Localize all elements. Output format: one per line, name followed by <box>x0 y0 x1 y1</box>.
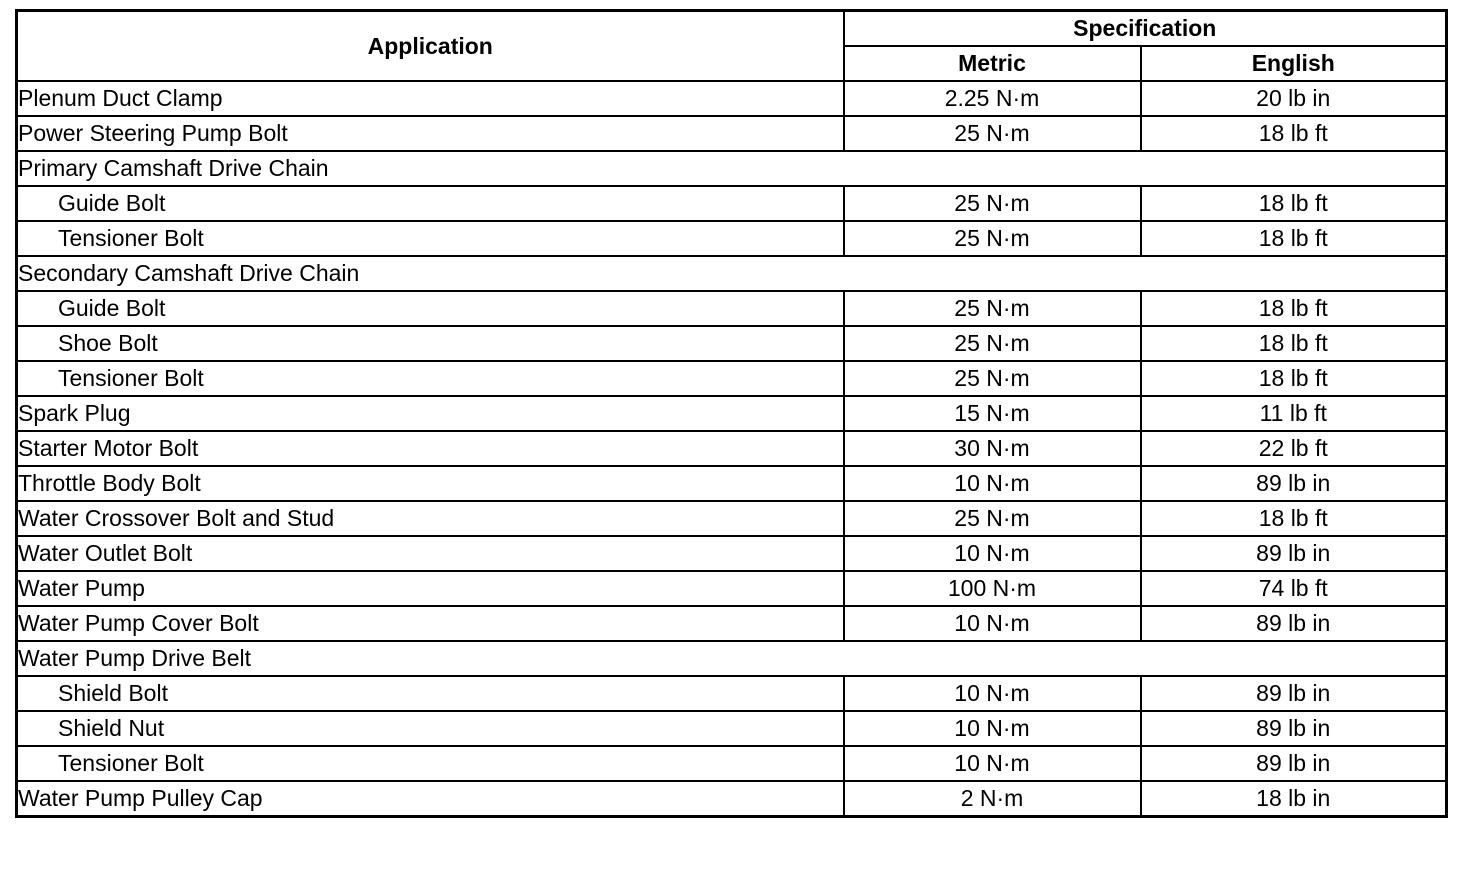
english-cell: 18 lb ft <box>1141 116 1447 151</box>
application-cell: Tensioner Bolt <box>17 221 844 256</box>
english-cell: 18 lb in <box>1141 781 1447 817</box>
table-row <box>17 116 1447 151</box>
metric-cell: 2 N·m <box>844 781 1141 817</box>
metric-cell: 10 N·m <box>844 746 1141 781</box>
english-cell: 89 lb in <box>1141 711 1447 746</box>
application-cell: Guide Bolt <box>17 291 844 326</box>
group-row <box>17 151 1447 186</box>
metric-cell: 100 N·m <box>844 571 1141 606</box>
table-row <box>17 186 1447 221</box>
table-row <box>17 676 1447 711</box>
table-row <box>17 501 1447 536</box>
metric-cell: 25 N·m <box>844 186 1141 221</box>
group-heading-cell: Water Pump Drive Belt <box>17 641 1447 676</box>
metric-cell: 25 N·m <box>844 221 1141 256</box>
group-row <box>17 641 1447 676</box>
table-body <box>17 81 1447 817</box>
metric-cell: 10 N·m <box>844 676 1141 711</box>
table-row <box>17 81 1447 116</box>
table-row <box>17 571 1447 606</box>
metric-cell: 15 N·m <box>844 396 1141 431</box>
application-cell: Water Pump <box>17 571 844 606</box>
application-cell: Water Outlet Bolt <box>17 536 844 571</box>
column-header-english: English <box>1141 46 1447 81</box>
english-cell: 89 lb in <box>1141 466 1447 501</box>
metric-cell: 10 N·m <box>844 466 1141 501</box>
english-cell: 18 lb ft <box>1141 221 1447 256</box>
table-row <box>17 396 1447 431</box>
table-row <box>17 606 1447 641</box>
application-cell: Plenum Duct Clamp <box>17 81 844 116</box>
metric-cell: 25 N·m <box>844 291 1141 326</box>
table-row <box>17 291 1447 326</box>
torque-spec-table <box>15 9 1448 818</box>
table-row <box>17 466 1447 501</box>
application-cell: Water Pump Pulley Cap <box>17 781 844 817</box>
header-row-top <box>17 11 1447 47</box>
english-cell: 18 lb ft <box>1141 361 1447 396</box>
english-cell: 18 lb ft <box>1141 501 1447 536</box>
group-heading-cell: Primary Camshaft Drive Chain <box>17 151 1447 186</box>
column-header-application: Application <box>17 11 844 82</box>
application-cell: Power Steering Pump Bolt <box>17 116 844 151</box>
table-row <box>17 536 1447 571</box>
column-header-specification: Specification <box>844 11 1447 47</box>
table-row <box>17 746 1447 781</box>
application-cell: Starter Motor Bolt <box>17 431 844 466</box>
application-cell: Shield Nut <box>17 711 844 746</box>
application-cell: Spark Plug <box>17 396 844 431</box>
table-row <box>17 221 1447 256</box>
application-cell: Water Pump Cover Bolt <box>17 606 844 641</box>
metric-cell: 25 N·m <box>844 326 1141 361</box>
english-cell: 18 lb ft <box>1141 186 1447 221</box>
english-cell: 22 lb ft <box>1141 431 1447 466</box>
english-cell: 89 lb in <box>1141 536 1447 571</box>
application-cell: Shoe Bolt <box>17 326 844 361</box>
metric-cell: 25 N·m <box>844 116 1141 151</box>
english-cell: 89 lb in <box>1141 676 1447 711</box>
metric-cell: 30 N·m <box>844 431 1141 466</box>
metric-cell: 25 N·m <box>844 501 1141 536</box>
metric-cell: 2.25 N·m <box>844 81 1141 116</box>
application-cell: Shield Bolt <box>17 676 844 711</box>
metric-cell: 25 N·m <box>844 361 1141 396</box>
table-row <box>17 431 1447 466</box>
english-cell: 74 lb ft <box>1141 571 1447 606</box>
metric-cell: 10 N·m <box>844 606 1141 641</box>
metric-cell: 10 N·m <box>844 711 1141 746</box>
english-cell: 20 lb in <box>1141 81 1447 116</box>
column-header-metric: Metric <box>844 46 1141 81</box>
group-row <box>17 256 1447 291</box>
application-cell: Tensioner Bolt <box>17 746 844 781</box>
application-cell: Water Crossover Bolt and Stud <box>17 501 844 536</box>
table-row <box>17 326 1447 361</box>
table-row <box>17 361 1447 396</box>
application-cell: Throttle Body Bolt <box>17 466 844 501</box>
application-cell: Guide Bolt <box>17 186 844 221</box>
table-row <box>17 711 1447 746</box>
english-cell: 89 lb in <box>1141 746 1447 781</box>
english-cell: 11 lb ft <box>1141 396 1447 431</box>
english-cell: 18 lb ft <box>1141 291 1447 326</box>
table-header <box>17 11 1447 82</box>
metric-cell: 10 N·m <box>844 536 1141 571</box>
table-row <box>17 781 1447 817</box>
group-heading-cell: Secondary Camshaft Drive Chain <box>17 256 1447 291</box>
english-cell: 89 lb in <box>1141 606 1447 641</box>
application-cell: Tensioner Bolt <box>17 361 844 396</box>
english-cell: 18 lb ft <box>1141 326 1447 361</box>
